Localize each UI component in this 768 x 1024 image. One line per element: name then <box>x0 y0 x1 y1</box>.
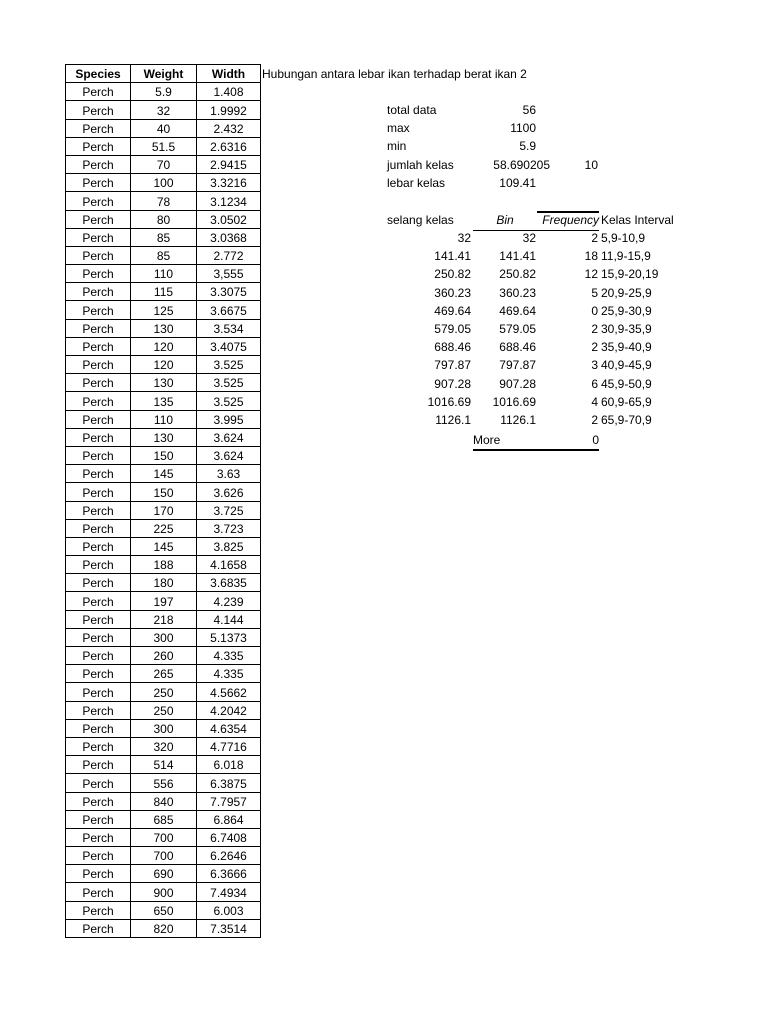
cell-width[interactable]: 1.9992 <box>197 101 261 119</box>
stat-classes-value[interactable]: 58.690205 <box>493 158 550 172</box>
cell-species[interactable]: Perch <box>66 101 131 119</box>
cell-species[interactable]: Perch <box>66 428 131 446</box>
col-header-weight[interactable]: Weight <box>131 65 197 83</box>
stat-classes-count[interactable]: 10 <box>584 158 598 172</box>
table-row <box>66 101 261 119</box>
table-row <box>66 537 261 555</box>
cell-weight[interactable]: 320 <box>131 737 197 755</box>
freq-interval-cell[interactable]: 11,9-15,9 <box>601 249 651 264</box>
freq-interval-cell[interactable]: 60,9-65,9 <box>601 394 652 409</box>
cell-species[interactable]: Perch <box>66 356 131 374</box>
page-title[interactable]: Hubungan antara lebar ikan terhadap berat ikan 2 <box>262 67 527 81</box>
cell-weight[interactable]: 70 <box>131 155 197 173</box>
freq-interval-cell[interactable]: 20,9-25,9 <box>601 285 652 300</box>
table-row <box>66 592 261 610</box>
cell-weight[interactable]: 40 <box>131 119 197 137</box>
freq-more-label[interactable]: More <box>473 433 501 447</box>
freq-interval-cell[interactable]: 25,9-30,9 <box>601 303 652 318</box>
cell-weight[interactable]: 78 <box>131 192 197 210</box>
cell-weight[interactable]: 150 <box>131 483 197 501</box>
table-row <box>66 737 261 755</box>
table-row <box>66 465 261 483</box>
freq-range-cell[interactable]: 797.87 <box>434 358 471 373</box>
freq-bin-cell[interactable]: 469.64 <box>499 303 536 318</box>
col-header-species[interactable]: Species <box>66 65 131 83</box>
cell-weight[interactable]: 556 <box>131 774 197 792</box>
cell-width[interactable]: 3.624 <box>197 446 261 464</box>
cell-species[interactable]: Perch <box>66 410 131 428</box>
cell-species[interactable]: Perch <box>66 283 131 301</box>
table-row <box>66 847 261 865</box>
freq-more-value[interactable]: 0 <box>592 433 599 447</box>
cell-weight[interactable]: 218 <box>131 610 197 628</box>
cell-weight[interactable]: 700 <box>131 828 197 846</box>
frequency-top-rule <box>537 211 599 213</box>
table-row <box>66 392 261 410</box>
table-row <box>66 446 261 464</box>
table-row <box>66 556 261 574</box>
cell-species[interactable]: Perch <box>66 665 131 683</box>
cell-weight[interactable]: 250 <box>131 683 197 701</box>
cell-species[interactable]: Perch <box>66 228 131 246</box>
cell-weight[interactable]: 125 <box>131 301 197 319</box>
cell-width[interactable]: 2.6316 <box>197 137 261 155</box>
cell-weight[interactable]: 5.9 <box>131 83 197 101</box>
cell-width[interactable]: 6.3666 <box>197 865 261 883</box>
cell-species[interactable]: Perch <box>66 792 131 810</box>
table-row <box>66 410 261 428</box>
cell-species[interactable]: Perch <box>66 719 131 737</box>
cell-weight[interactable]: 260 <box>131 647 197 665</box>
cell-width[interactable]: 3.725 <box>197 501 261 519</box>
cell-width[interactable]: 4.2042 <box>197 701 261 719</box>
cell-width[interactable]: 6.3875 <box>197 774 261 792</box>
stat-min-label[interactable]: min <box>387 139 407 153</box>
cell-species[interactable]: Perch <box>66 155 131 173</box>
cell-width[interactable]: 4.335 <box>197 647 261 665</box>
freq-col-frequency[interactable]: Frequency <box>542 213 599 227</box>
cell-species[interactable]: Perch <box>66 537 131 555</box>
table-row <box>66 265 261 283</box>
cell-width[interactable]: 3.525 <box>197 392 261 410</box>
cell-width[interactable]: 3.3216 <box>197 174 261 192</box>
cell-width[interactable]: 3,555 <box>197 265 261 283</box>
cell-width[interactable]: 3.626 <box>197 483 261 501</box>
cell-width[interactable]: 3.825 <box>197 537 261 555</box>
cell-weight[interactable]: 110 <box>131 265 197 283</box>
table-row <box>66 828 261 846</box>
cell-weight[interactable]: 197 <box>131 592 197 610</box>
cell-weight[interactable]: 225 <box>131 519 197 537</box>
cell-weight[interactable]: 170 <box>131 501 197 519</box>
cell-width[interactable]: 3.4075 <box>197 337 261 355</box>
freq-interval-cell[interactable]: 5,9-10,9 <box>601 231 646 245</box>
cell-weight[interactable]: 51.5 <box>131 137 197 155</box>
table-row <box>66 374 261 392</box>
cell-species[interactable]: Perch <box>66 556 131 574</box>
cell-width[interactable]: 3.624 <box>197 428 261 446</box>
table-row <box>66 756 261 774</box>
cell-width[interactable]: 7.7957 <box>197 792 261 810</box>
cell-species[interactable]: Perch <box>66 210 131 228</box>
freq-count-cell[interactable]: 4 <box>591 394 598 409</box>
col-header-width[interactable]: Width <box>197 65 261 83</box>
cell-width[interactable]: 3.995 <box>197 410 261 428</box>
table-row <box>66 192 261 210</box>
cell-species[interactable]: Perch <box>66 628 131 646</box>
freq-range-cell[interactable]: 1016.69 <box>427 394 471 409</box>
species-table-body <box>66 83 261 938</box>
cell-width[interactable]: 4.6354 <box>197 719 261 737</box>
cell-weight[interactable]: 100 <box>131 174 197 192</box>
freq-count-cell[interactable]: 6 <box>591 376 598 391</box>
cell-weight[interactable]: 900 <box>131 883 197 901</box>
cell-width[interactable]: 4.144 <box>197 610 261 628</box>
stat-max-label[interactable]: max <box>387 121 410 135</box>
cell-species[interactable]: Perch <box>66 392 131 410</box>
cell-species[interactable]: Perch <box>66 610 131 628</box>
cell-species[interactable]: Perch <box>66 737 131 755</box>
table-row <box>66 83 261 101</box>
cell-species[interactable]: Perch <box>66 883 131 901</box>
freq-range-cell[interactable]: 32 <box>457 231 471 245</box>
cell-weight[interactable]: 145 <box>131 465 197 483</box>
freq-bin-cell[interactable]: 797.87 <box>499 358 536 373</box>
freq-range-cell[interactable]: 907.28 <box>434 376 471 391</box>
cell-width[interactable]: 6.864 <box>197 810 261 828</box>
cell-weight[interactable]: 115 <box>131 283 197 301</box>
cell-species[interactable]: Perch <box>66 119 131 137</box>
table-row <box>66 810 261 828</box>
table-row <box>66 610 261 628</box>
cell-weight[interactable]: 130 <box>131 428 197 446</box>
table-row <box>66 246 261 264</box>
stat-classes-label[interactable]: jumlah kelas <box>387 158 454 172</box>
cell-weight[interactable]: 32 <box>131 101 197 119</box>
cell-species[interactable]: Perch <box>66 246 131 264</box>
table-row <box>66 901 261 919</box>
cell-weight[interactable]: 120 <box>131 337 197 355</box>
cell-width[interactable]: 1.408 <box>197 83 261 101</box>
table-row <box>66 356 261 374</box>
cell-weight[interactable]: 130 <box>131 374 197 392</box>
freq-range-cell[interactable]: 250.82 <box>434 267 471 282</box>
cell-weight[interactable]: 145 <box>131 537 197 555</box>
freq-count-cell[interactable]: 2 <box>591 340 598 355</box>
stat-total-label[interactable]: total data <box>387 103 437 117</box>
freq-bin-cell[interactable]: 250.82 <box>499 267 536 282</box>
cell-width[interactable]: 3.3075 <box>197 283 261 301</box>
table-row <box>66 501 261 519</box>
stat-max-value[interactable]: 1100 <box>510 121 536 135</box>
cell-width[interactable]: 3.1234 <box>197 192 261 210</box>
cell-width[interactable]: 4.335 <box>197 665 261 683</box>
freq-col-bin[interactable]: Bin <box>496 213 514 227</box>
stat-total-value[interactable]: 56 <box>522 103 536 117</box>
cell-species[interactable]: Perch <box>66 592 131 610</box>
table-row <box>66 301 261 319</box>
table-row <box>66 865 261 883</box>
cell-species[interactable]: Perch <box>66 337 131 355</box>
freq-bin-cell[interactable]: 579.05 <box>499 322 536 336</box>
cell-species[interactable]: Perch <box>66 192 131 210</box>
freq-interval-cell[interactable]: 45,9-50,9 <box>601 376 652 391</box>
cell-species[interactable]: Perch <box>66 683 131 701</box>
freq-col-interval[interactable]: Kelas Interval <box>601 213 674 227</box>
freq-bin-cell[interactable]: 141.41 <box>499 249 536 264</box>
table-row <box>66 428 261 446</box>
stat-min-value[interactable]: 5.9 <box>519 139 536 153</box>
cell-width[interactable]: 3.525 <box>197 374 261 392</box>
cell-weight[interactable]: 85 <box>131 246 197 264</box>
table-row <box>66 647 261 665</box>
cell-weight[interactable]: 514 <box>131 756 197 774</box>
table-row <box>66 774 261 792</box>
cell-weight[interactable]: 110 <box>131 410 197 428</box>
freq-count-cell[interactable]: 18 <box>584 249 598 264</box>
cell-weight[interactable]: 300 <box>131 628 197 646</box>
cell-width[interactable]: 4.5662 <box>197 683 261 701</box>
table-row <box>66 228 261 246</box>
freq-count-cell[interactable]: 3 <box>591 358 598 373</box>
freq-interval-cell[interactable]: 40,9-45,9 <box>601 358 652 373</box>
table-row <box>66 574 261 592</box>
freq-bin-cell[interactable]: 1016.69 <box>492 394 536 409</box>
cell-weight[interactable]: 650 <box>131 901 197 919</box>
freq-bin-cell[interactable]: 688.46 <box>499 340 536 355</box>
table-row <box>66 337 261 355</box>
table-row <box>66 319 261 337</box>
table-row <box>66 483 261 501</box>
species-table <box>65 64 261 938</box>
cell-width[interactable]: 3.534 <box>197 319 261 337</box>
freq-interval-cell[interactable]: 30,9-35,9 <box>601 322 652 336</box>
cell-weight[interactable]: 840 <box>131 792 197 810</box>
freq-count-cell[interactable]: 12 <box>584 267 598 282</box>
cell-weight[interactable]: 135 <box>131 392 197 410</box>
table-row <box>66 519 261 537</box>
table-row <box>66 919 261 937</box>
cell-weight[interactable]: 180 <box>131 574 197 592</box>
freq-bin-cell[interactable]: 32 <box>522 231 536 245</box>
freq-count-cell[interactable]: 5 <box>591 285 598 300</box>
cell-species[interactable]: Perch <box>66 301 131 319</box>
cell-weight[interactable]: 300 <box>131 719 197 737</box>
cell-width[interactable]: 3.723 <box>197 519 261 537</box>
cell-species[interactable]: Perch <box>66 810 131 828</box>
cell-width[interactable]: 3.63 <box>197 465 261 483</box>
cell-species[interactable]: Perch <box>66 574 131 592</box>
cell-width[interactable]: 2.432 <box>197 119 261 137</box>
cell-width[interactable]: 5.1373 <box>197 628 261 646</box>
cell-species[interactable]: Perch <box>66 828 131 846</box>
cell-species[interactable]: Perch <box>66 501 131 519</box>
cell-width[interactable]: 3.0502 <box>197 210 261 228</box>
cell-species[interactable]: Perch <box>66 319 131 337</box>
cell-species[interactable]: Perch <box>66 847 131 865</box>
table-row <box>66 628 261 646</box>
freq-col-range[interactable]: selang kelas <box>387 213 454 227</box>
frequency-bottom-rule <box>473 449 599 451</box>
freq-count-cell[interactable]: 2 <box>591 231 598 245</box>
stat-width-value[interactable]: 109.41 <box>499 176 536 190</box>
cell-species[interactable]: Perch <box>66 647 131 665</box>
cell-width[interactable]: 3.0368 <box>197 228 261 246</box>
cell-species[interactable]: Perch <box>66 756 131 774</box>
table-row <box>66 210 261 228</box>
freq-interval-cell[interactable]: 15,9-20,19 <box>601 267 659 282</box>
cell-width[interactable]: 4.239 <box>197 592 261 610</box>
cell-weight[interactable]: 700 <box>131 847 197 865</box>
freq-count-cell[interactable]: 2 <box>591 322 598 336</box>
table-header-row <box>66 65 261 83</box>
cell-width[interactable]: 7.4934 <box>197 883 261 901</box>
freq-interval-cell[interactable]: 65,9-70,9 <box>601 413 652 427</box>
cell-species[interactable]: Perch <box>66 919 131 937</box>
cell-weight[interactable]: 130 <box>131 319 197 337</box>
cell-species[interactable]: Perch <box>66 446 131 464</box>
cell-species[interactable]: Perch <box>66 465 131 483</box>
cell-species[interactable]: Perch <box>66 483 131 501</box>
cell-width[interactable]: 6.018 <box>197 756 261 774</box>
cell-species[interactable]: Perch <box>66 174 131 192</box>
cell-weight[interactable]: 265 <box>131 665 197 683</box>
table-row <box>66 883 261 901</box>
cell-width[interactable]: 3.6675 <box>197 301 261 319</box>
cell-width[interactable]: 2.9415 <box>197 155 261 173</box>
freq-range-cell[interactable]: 688.46 <box>434 340 471 355</box>
cell-species[interactable]: Perch <box>66 865 131 883</box>
table-row <box>66 665 261 683</box>
freq-count-cell[interactable]: 2 <box>591 413 598 427</box>
cell-width[interactable]: 7.3514 <box>197 919 261 937</box>
table-row <box>66 701 261 719</box>
freq-range-cell[interactable]: 579.05 <box>434 322 471 336</box>
freq-count-cell[interactable]: 0 <box>591 303 598 318</box>
cell-species[interactable]: Perch <box>66 774 131 792</box>
freq-bin-cell[interactable]: 360.23 <box>499 285 536 300</box>
stat-width-label[interactable]: lebar kelas <box>387 176 446 190</box>
cell-width[interactable]: 6.2646 <box>197 847 261 865</box>
table-row <box>66 137 261 155</box>
table-row <box>66 683 261 701</box>
cell-species[interactable]: Perch <box>66 519 131 537</box>
cell-weight[interactable]: 820 <box>131 919 197 937</box>
cell-weight[interactable]: 80 <box>131 210 197 228</box>
cell-width[interactable]: 4.1658 <box>197 556 261 574</box>
table-row <box>66 174 261 192</box>
cell-width[interactable]: 6.003 <box>197 901 261 919</box>
cell-weight[interactable]: 250 <box>131 701 197 719</box>
cell-width[interactable]: 6.7408 <box>197 828 261 846</box>
table-row <box>66 792 261 810</box>
cell-weight[interactable]: 690 <box>131 865 197 883</box>
freq-bin-cell[interactable]: 907.28 <box>499 376 536 391</box>
freq-interval-cell[interactable]: 35,9-40,9 <box>601 340 652 355</box>
freq-range-cell[interactable]: 1126.1 <box>435 413 471 427</box>
cell-species[interactable]: Perch <box>66 374 131 392</box>
cell-weight[interactable]: 188 <box>131 556 197 574</box>
cell-species[interactable]: Perch <box>66 83 131 101</box>
freq-bin-cell[interactable]: 1126.1 <box>500 413 536 427</box>
cell-weight[interactable]: 685 <box>131 810 197 828</box>
freq-range-cell[interactable]: 141.41 <box>434 249 471 264</box>
cell-weight[interactable]: 150 <box>131 446 197 464</box>
cell-species[interactable]: Perch <box>66 901 131 919</box>
table-row <box>66 719 261 737</box>
cell-weight[interactable]: 85 <box>131 228 197 246</box>
table-row <box>66 283 261 301</box>
cell-species[interactable]: Perch <box>66 265 131 283</box>
table-row <box>66 155 261 173</box>
cell-species[interactable]: Perch <box>66 701 131 719</box>
table-row <box>66 119 261 137</box>
cell-width[interactable]: 3.6835 <box>197 574 261 592</box>
cell-weight[interactable]: 120 <box>131 356 197 374</box>
cell-species[interactable]: Perch <box>66 137 131 155</box>
freq-range-cell[interactable]: 360.23 <box>434 285 471 300</box>
cell-width[interactable]: 2.772 <box>197 246 261 264</box>
cell-width[interactable]: 4.7716 <box>197 737 261 755</box>
freq-range-cell[interactable]: 469.64 <box>434 303 471 318</box>
cell-width[interactable]: 3.525 <box>197 356 261 374</box>
